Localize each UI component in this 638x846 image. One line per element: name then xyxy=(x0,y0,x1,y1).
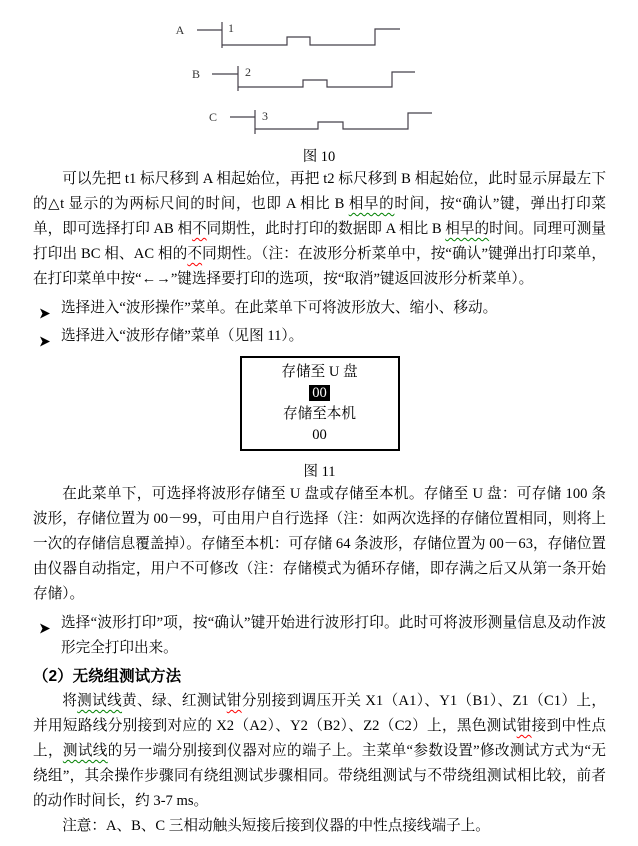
text-segment: 接到中性点上， xyxy=(33,718,606,759)
storage-menu-box xyxy=(240,356,400,451)
note-line: 注意：A、B、C 三相动触头短接后接到仪器的中性点接线端子上。 xyxy=(62,818,490,834)
trace-marker-label: 2 xyxy=(245,65,251,79)
text-segment: 时间，按“确认”键，弹出打印菜单，即可选择打印 AB 相 xyxy=(33,196,606,237)
figure10-caption: 图 10 xyxy=(302,149,336,165)
proofing-mark-red: 不 xyxy=(187,246,203,262)
text-segment: 分别接到调压开关 X1（A1）、Y1（B1）、Z1（C1）上，并用短路线分别接到对应的 X2（A2）、Y2（B2）、Z2（C2）上，黑色测试 xyxy=(33,693,606,734)
text-segment: 黄、绿、红测试 xyxy=(122,693,227,709)
trace-label: C xyxy=(208,110,218,124)
text-segment: 时间。同理可测量打印出 BC 相、AC 相的 xyxy=(33,221,606,262)
waveform-trace-c xyxy=(209,109,432,134)
text-segment: 的另一端分别接到仪器对应的端子上。主菜单“参数设置”修改测试方式为“无绕组”，其余操作步骤同有绕组测试步骤相同。带绕组测试与不带绕组测试相比较，前者的动作时间长，约 3-7 ms。 xyxy=(33,743,606,809)
list-item xyxy=(33,324,606,349)
bullet-arrowhead-icon xyxy=(40,618,51,629)
trace-label: A xyxy=(175,23,185,37)
figure10-waveform-diagram xyxy=(0,0,638,167)
bullet-arrowhead-icon xyxy=(40,303,51,314)
section-heading-no-winding-test: （2）无绕组测试方法 xyxy=(33,668,182,685)
document-body-text xyxy=(0,167,638,839)
text-segment: 同期性，此时打印的数据即 A 相比 B xyxy=(206,221,446,237)
text-segment: 可以先把 t1 标尺移到 A 相起始位，再把 t2 标尺移到 B 相起始位，此时显示屏最左下的△t 显示的为两标尺间的时间，也即 A 相比 B xyxy=(33,171,606,212)
menu-item-save-to-local: 存储至本机 xyxy=(283,406,356,422)
proofing-mark-red: 钳 xyxy=(516,718,532,734)
menu-value-usb-slot xyxy=(242,383,398,404)
paragraph-cursor-measurement xyxy=(33,167,606,292)
list-item xyxy=(33,611,606,661)
paragraph-storage-description: 在此菜单下，可选择将波形存储至 U 盘或存储至本机。存储至 U 盘：可存储 100 条波形，存储位置为 00－99，可由用户自行选择（注：如两次选择的存储位置相同，则将上一次的存储信息覆盖掉）。存储至本机：可存储 64 条波形，存储位置为 00－63，存储位置由仪器自动指定，用户不可修改（注：存储模式为循环存储，即存满之后又从第一条开始存储）。 xyxy=(33,486,606,602)
list-item-text: 选择进入“波形存储”菜单（见图 11）。 xyxy=(61,328,304,344)
proofing-mark-red: 钳 xyxy=(226,693,242,709)
list-item-text: 选择进入“波形操作”菜单。在此菜单下可将波形放大、缩小、移动。 xyxy=(61,300,498,316)
proofing-mark-green: 测试线 xyxy=(62,743,108,759)
bullet-list-wave-menus xyxy=(33,296,606,349)
text-segment: 将 xyxy=(62,693,78,709)
waveform-svg xyxy=(0,0,638,146)
bullet-list-print xyxy=(33,611,606,661)
bullet-arrowhead-icon xyxy=(40,331,51,342)
proofing-mark-green: 相早的 xyxy=(348,196,395,212)
menu-item-save-to-usb: 存储至 U 盘 xyxy=(281,364,358,380)
list-item xyxy=(33,296,606,321)
paragraph-no-winding-method xyxy=(33,689,606,814)
trace-label: B xyxy=(191,67,201,81)
proofing-mark-red: 不 xyxy=(192,221,207,237)
waveform-trace-a xyxy=(176,21,400,48)
menu-value-local-slot: 00 xyxy=(312,427,327,443)
waveform-trace-b xyxy=(192,65,415,91)
text-segment: 同期性。（注：在波形分析菜单中，按“确认”键弹出打印菜单，在打印菜单中按“←→”键选择要打印的选项，按“取消”键返回波形分析菜单）。 xyxy=(33,246,606,287)
list-item-text: 选择“波形打印”项，按“确认”键开始进行波形打印。此时可将波形测量信息及动作波形完全打印出来。 xyxy=(61,615,606,656)
selected-value-highlight: 00 xyxy=(309,385,330,401)
trace-marker-label: 3 xyxy=(262,109,268,123)
proofing-mark-green: 相早的 xyxy=(445,221,490,237)
figure11-caption: 图 11 xyxy=(303,464,336,480)
trace-marker-label: 1 xyxy=(228,21,234,35)
proofing-mark-green: 测试线 xyxy=(77,693,123,709)
